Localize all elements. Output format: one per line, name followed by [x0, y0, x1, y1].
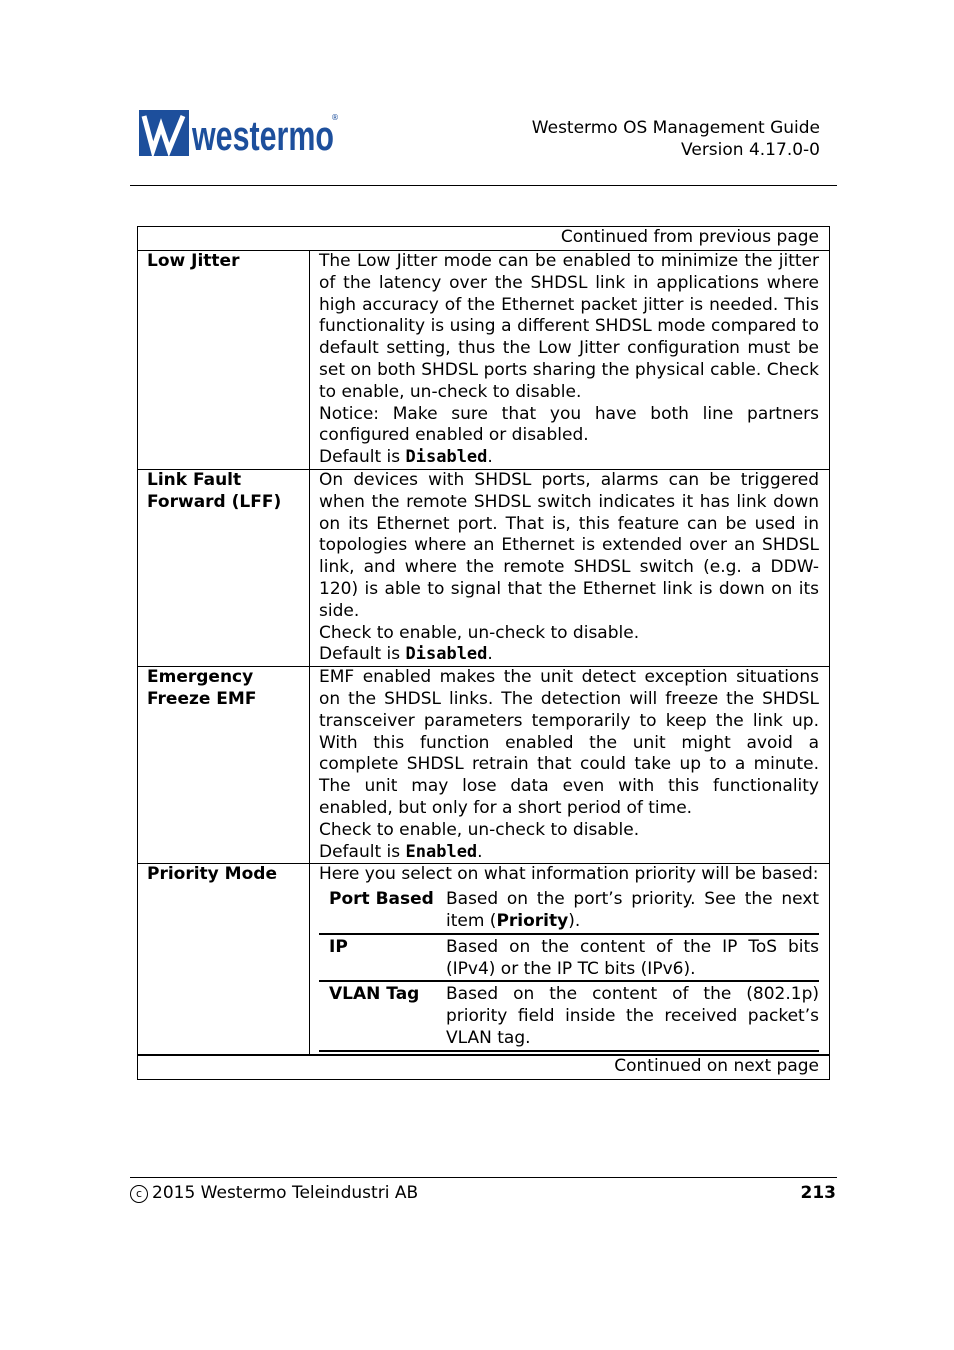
default-value: Disabled	[405, 644, 488, 665]
desc-paragraph: The Low Jitter mode can be enabled to minimize the jitter of the latency over the SHDSL link in applications where high accuracy of the Ethernet packet jitter is needed. This functionality is using a different SHDSL mode compared to default setting, thus the Low Jitter configuration must be set on both SHDSL ports sharing the physical cable. Check to enable, un-check to disable.	[319, 251, 819, 402]
continued-on-row	[138, 1055, 830, 1080]
continued-from-label: Continued from previous page	[138, 227, 830, 251]
param-desc-priority-mode	[310, 864, 830, 1055]
option-key: VLAN Tag	[319, 981, 446, 1050]
desc-paragraph: EMF enabled makes the unit detect exception situations on the SHDSL links. The detection will freeze the SHDSL transceiver parameters temporarily to keep the link up. With this function enabled the unit might avoid a complete SHDSL retrain that could take up to a minute. The unit may lose data even with this functionality enabled, but only for a short period of time.	[319, 667, 819, 818]
param-name-priority-mode: Priority Mode	[138, 864, 310, 1055]
copyright-text: 2015 Westermo Teleindustri AB	[152, 1183, 419, 1203]
desc-paragraph: Here you select on what information priority will be based:	[319, 864, 819, 885]
param-name-low-jitter: Low Jitter	[138, 251, 310, 470]
desc-paragraph: Notice: Make sure that you have both line partners configured enabled or disabled.	[319, 403, 819, 446]
desc-paragraph: Check to enable, un-check to disable.	[319, 622, 640, 643]
copyright-icon: c	[130, 1185, 148, 1203]
param-desc-lff	[310, 469, 830, 666]
default-line: Default is Disabled.	[319, 447, 493, 468]
option-key: IP	[319, 934, 446, 982]
option-row	[319, 889, 819, 934]
param-name-emf: Emergency Freeze EMF	[138, 667, 310, 864]
table-row	[138, 667, 830, 864]
footer-rule	[130, 1177, 837, 1178]
page-number: 213	[800, 1183, 836, 1203]
logo-wordmark: westermo	[191, 112, 334, 158]
option-row	[319, 934, 819, 982]
option-desc: Based on the content of the IP ToS bits (IPv4) or the IP TC bits (IPv6).	[446, 934, 819, 982]
running-header	[532, 117, 820, 161]
default-value: Disabled	[405, 447, 488, 468]
default-line: Default is Enabled.	[319, 841, 483, 862]
option-row	[319, 981, 819, 1050]
param-desc-low-jitter	[310, 251, 830, 470]
option-ref: Priority	[496, 910, 569, 931]
header-rule	[130, 185, 837, 186]
continued-from-row	[138, 227, 830, 251]
param-desc-emf	[310, 667, 830, 864]
option-desc: Based on the port’s priority. See the next item (Priority).	[446, 889, 819, 934]
table-row	[138, 469, 830, 666]
option-key: Port Based	[319, 889, 446, 934]
continued-on-label: Continued on next page	[138, 1055, 830, 1080]
option-desc: Based on the content of the (802.1p) priority field inside the received packet’s VLAN tag.	[446, 981, 819, 1050]
copyright-notice	[130, 1182, 418, 1204]
svg-text:®: ®	[331, 113, 339, 122]
guide-version: Version 4.17.0-0	[681, 140, 820, 160]
default-value: Enabled	[405, 841, 478, 862]
desc-paragraph: On devices with SHDSL ports, alarms can be triggered when the remote SHDSL switch indicates it has link down on its Ethernet port. That is, this feature can be used in topologies where an Ethernet is extended over an SHDSL link, and where the remote SHDSL switch (e.g. a DDW-120) is able to signal that the Ethernet link is down on its side.	[319, 469, 819, 621]
westermo-logo	[139, 110, 339, 158]
table-row	[138, 251, 830, 470]
parameter-table	[137, 226, 830, 1080]
param-name-lff: Link Fault Forward (LFF)	[138, 469, 310, 666]
priority-options	[319, 889, 819, 1052]
guide-title: Westermo OS Management Guide	[531, 118, 820, 138]
table-row	[138, 864, 830, 1055]
desc-paragraph: Check to enable, un-check to disable.	[319, 819, 640, 840]
default-line: Default is Disabled.	[319, 644, 493, 665]
